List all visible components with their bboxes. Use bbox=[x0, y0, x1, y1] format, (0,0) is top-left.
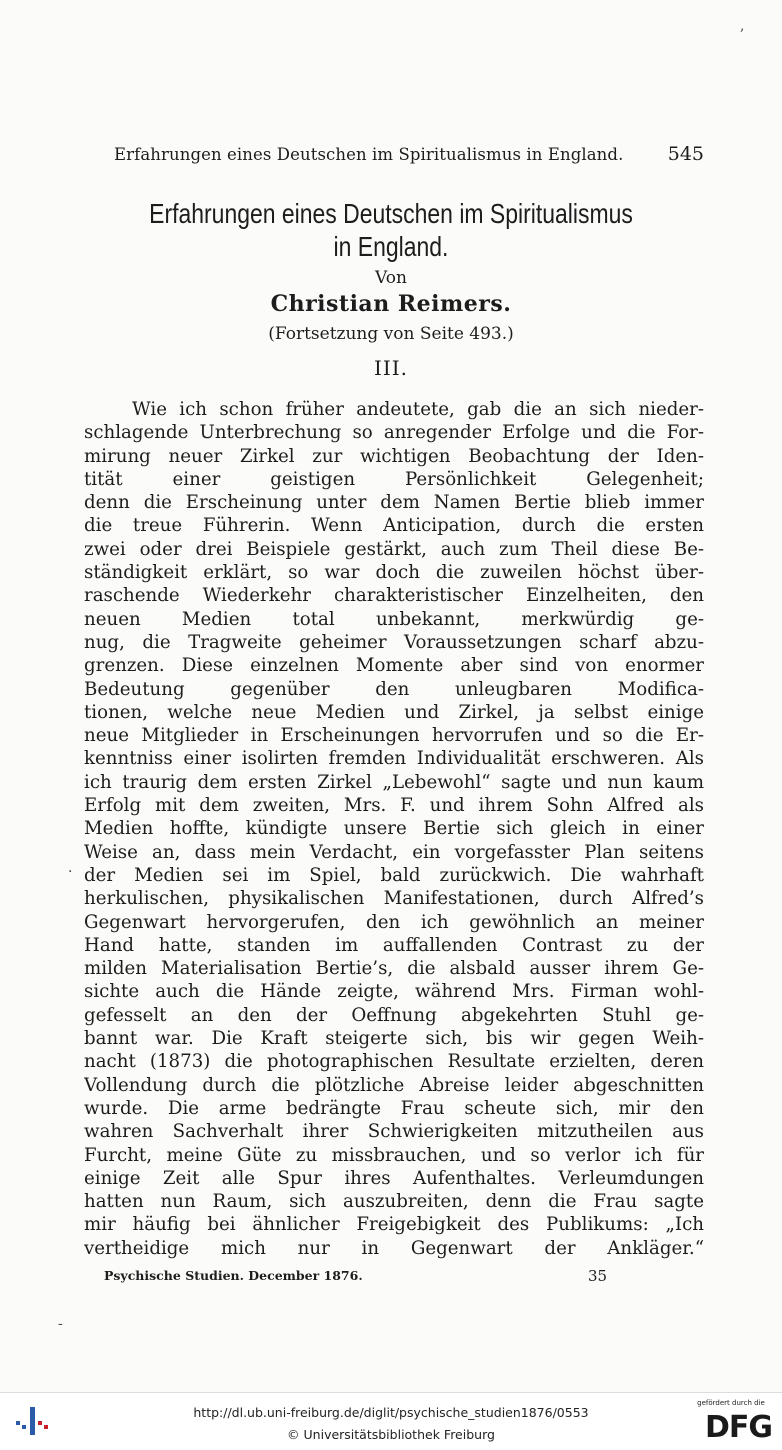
text-line: tionen, welche neue Medien und Zirkel, ja selbst einige bbox=[84, 701, 704, 723]
copyright-notice: © Universitätsbibliothek Freiburg bbox=[287, 1427, 495, 1442]
text-line: wahren Sachverhalt ihrer Schwierigkeiten mitzutheilen aus bbox=[84, 1121, 704, 1143]
article-title-line-1: Erfahrungen eines Deutschen im Spiritualismus bbox=[149, 198, 633, 229]
text-line: tität einer geistigen Persönlichkeit Gelegenheit; bbox=[84, 468, 704, 490]
text-line: kenntniss einer isolirten fremden Individualität erschweren. Als bbox=[84, 748, 704, 770]
scan-mark: , bbox=[740, 18, 745, 34]
text-line: Vollendung durch die plötzliche Abreise leider abgeschnitten bbox=[84, 1074, 704, 1096]
text-line: raschende Wiederkehr charakteristischer Einzelheiten, den bbox=[84, 585, 704, 607]
text-line: Furcht, meine Güte zu missbrauchen, und so verlor ich für bbox=[84, 1144, 704, 1166]
text-line: bannt war. Die Kraft steigerte sich, bis wir gegen Weih- bbox=[84, 1028, 704, 1050]
text-line: vertheidige mich nur in Gegenwart der Ankläger.“ bbox=[84, 1237, 704, 1259]
dfg-note: gefördert durch die bbox=[697, 1399, 765, 1407]
text-line: hatten nun Raum, sich auszubreiten, denn die Frau sagte bbox=[84, 1191, 704, 1213]
text-line: grenzen. Diese einzelnen Momente aber sind von enormer bbox=[84, 655, 704, 677]
text-line: mirung neuer Zirkel zur wichtigen Beobachtung der Iden- bbox=[84, 445, 704, 467]
dfg-logo-icon: DFG bbox=[704, 1410, 772, 1445]
text-line: der Medien sei im Spiel, bald zurückwich. Die wahrhaft bbox=[84, 864, 704, 886]
text-line: Erfolg mit dem zweiten, Mrs. F. und ihrem Sohn Alfred als bbox=[84, 795, 704, 817]
viewer-footer bbox=[0, 1392, 782, 1450]
margin-mark: . bbox=[68, 860, 73, 876]
text-line: nacht (1873) die photographischen Resultate erzielten, deren bbox=[84, 1051, 704, 1073]
text-line: neue Mitglieder in Erscheinungen hervorrufen und so die Er- bbox=[84, 725, 704, 747]
text-line: Hand hatte, standen im auffallenden Contrast zu der bbox=[84, 934, 704, 956]
text-line: wurde. Die arme bedrängte Frau scheute sich, mir den bbox=[84, 1097, 704, 1119]
journal-footer: Psychische Studien. December 1876. bbox=[104, 1268, 363, 1283]
text-line: sichte auch die Hände zeigte, während Mrs. Firman wohl- bbox=[84, 981, 704, 1003]
text-line: mir häufig bei ähnlicher Freigebigkeit des Publikums: „Ich bbox=[84, 1214, 704, 1236]
text-line: herkulischen, physikalischen Manifestationen, durch Alfred’s bbox=[84, 888, 704, 910]
text-line: zwei oder drei Beispiele gestärkt, auch zum Theil diese Be- bbox=[84, 538, 704, 560]
author-name: Christian Reimers. bbox=[270, 291, 512, 317]
text-line: denn die Erscheinung unter dem Namen Bertie blieb immer bbox=[84, 492, 704, 514]
text-line: Bedeutung gegenüber den unleugbaren Modifica- bbox=[84, 678, 704, 700]
running-head bbox=[84, 143, 704, 167]
text-line: Gegenwart hervorgerufen, den ich gewöhnlich an meiner bbox=[84, 911, 704, 933]
scan-mark-bottom: - bbox=[58, 1316, 63, 1332]
text-line: neuen Medien total unbekannt, merkwürdig ge- bbox=[84, 608, 704, 630]
text-line: ständigkeit erklärt, so war doch die zuweilen höchst über- bbox=[84, 562, 704, 584]
text-line: gefesselt an den der Oeffnung abgekehrten Stuhl ge- bbox=[84, 1004, 704, 1026]
continuation-note: (Fortsetzung von Seite 493.) bbox=[268, 324, 514, 344]
text-line: Wie ich schon früher andeutete, gab die an sich nieder- bbox=[132, 399, 704, 420]
section-number: III. bbox=[373, 356, 409, 380]
text-line: ich traurig dem ersten Zirkel „Lebewohl“ sagte und nun kaum bbox=[84, 771, 704, 793]
text-line: einige Zeit alle Spur ihres Aufenthaltes. Verleumdungen bbox=[84, 1167, 704, 1189]
text-line: Weise an, dass mein Verdacht, ein vorgefasster Plan seitens bbox=[84, 841, 704, 863]
text-line: nug, die Tragweite geheimer Voraussetzungen scharf abzu- bbox=[84, 631, 704, 653]
document-url[interactable]: http://dl.ub.uni-freiburg.de/diglit/psychische_studien1876/0553 bbox=[193, 1405, 589, 1420]
running-head-title: Erfahrungen eines Deutschen im Spiritualismus in England. bbox=[114, 145, 624, 164]
signature-number: 35 bbox=[588, 1267, 608, 1285]
text-line: die treue Führerin. Wenn Anticipation, durch die ersten bbox=[84, 515, 704, 537]
body-text bbox=[84, 398, 704, 1260]
article-title-line-2: in England. bbox=[333, 231, 449, 262]
article-title bbox=[70, 197, 711, 263]
page-number: 545 bbox=[667, 143, 704, 165]
text-line: milden Materialisation Bertie’s, die alsbald ausser ihrem Ge- bbox=[84, 958, 704, 980]
text-line: schlagende Unterbrechung so anregender Erfolge und die For- bbox=[84, 422, 704, 444]
text-line: Medien hoffte, kündigte unsere Bertie sich gleich in einer bbox=[84, 818, 704, 840]
byline-prefix: Von bbox=[375, 268, 407, 288]
